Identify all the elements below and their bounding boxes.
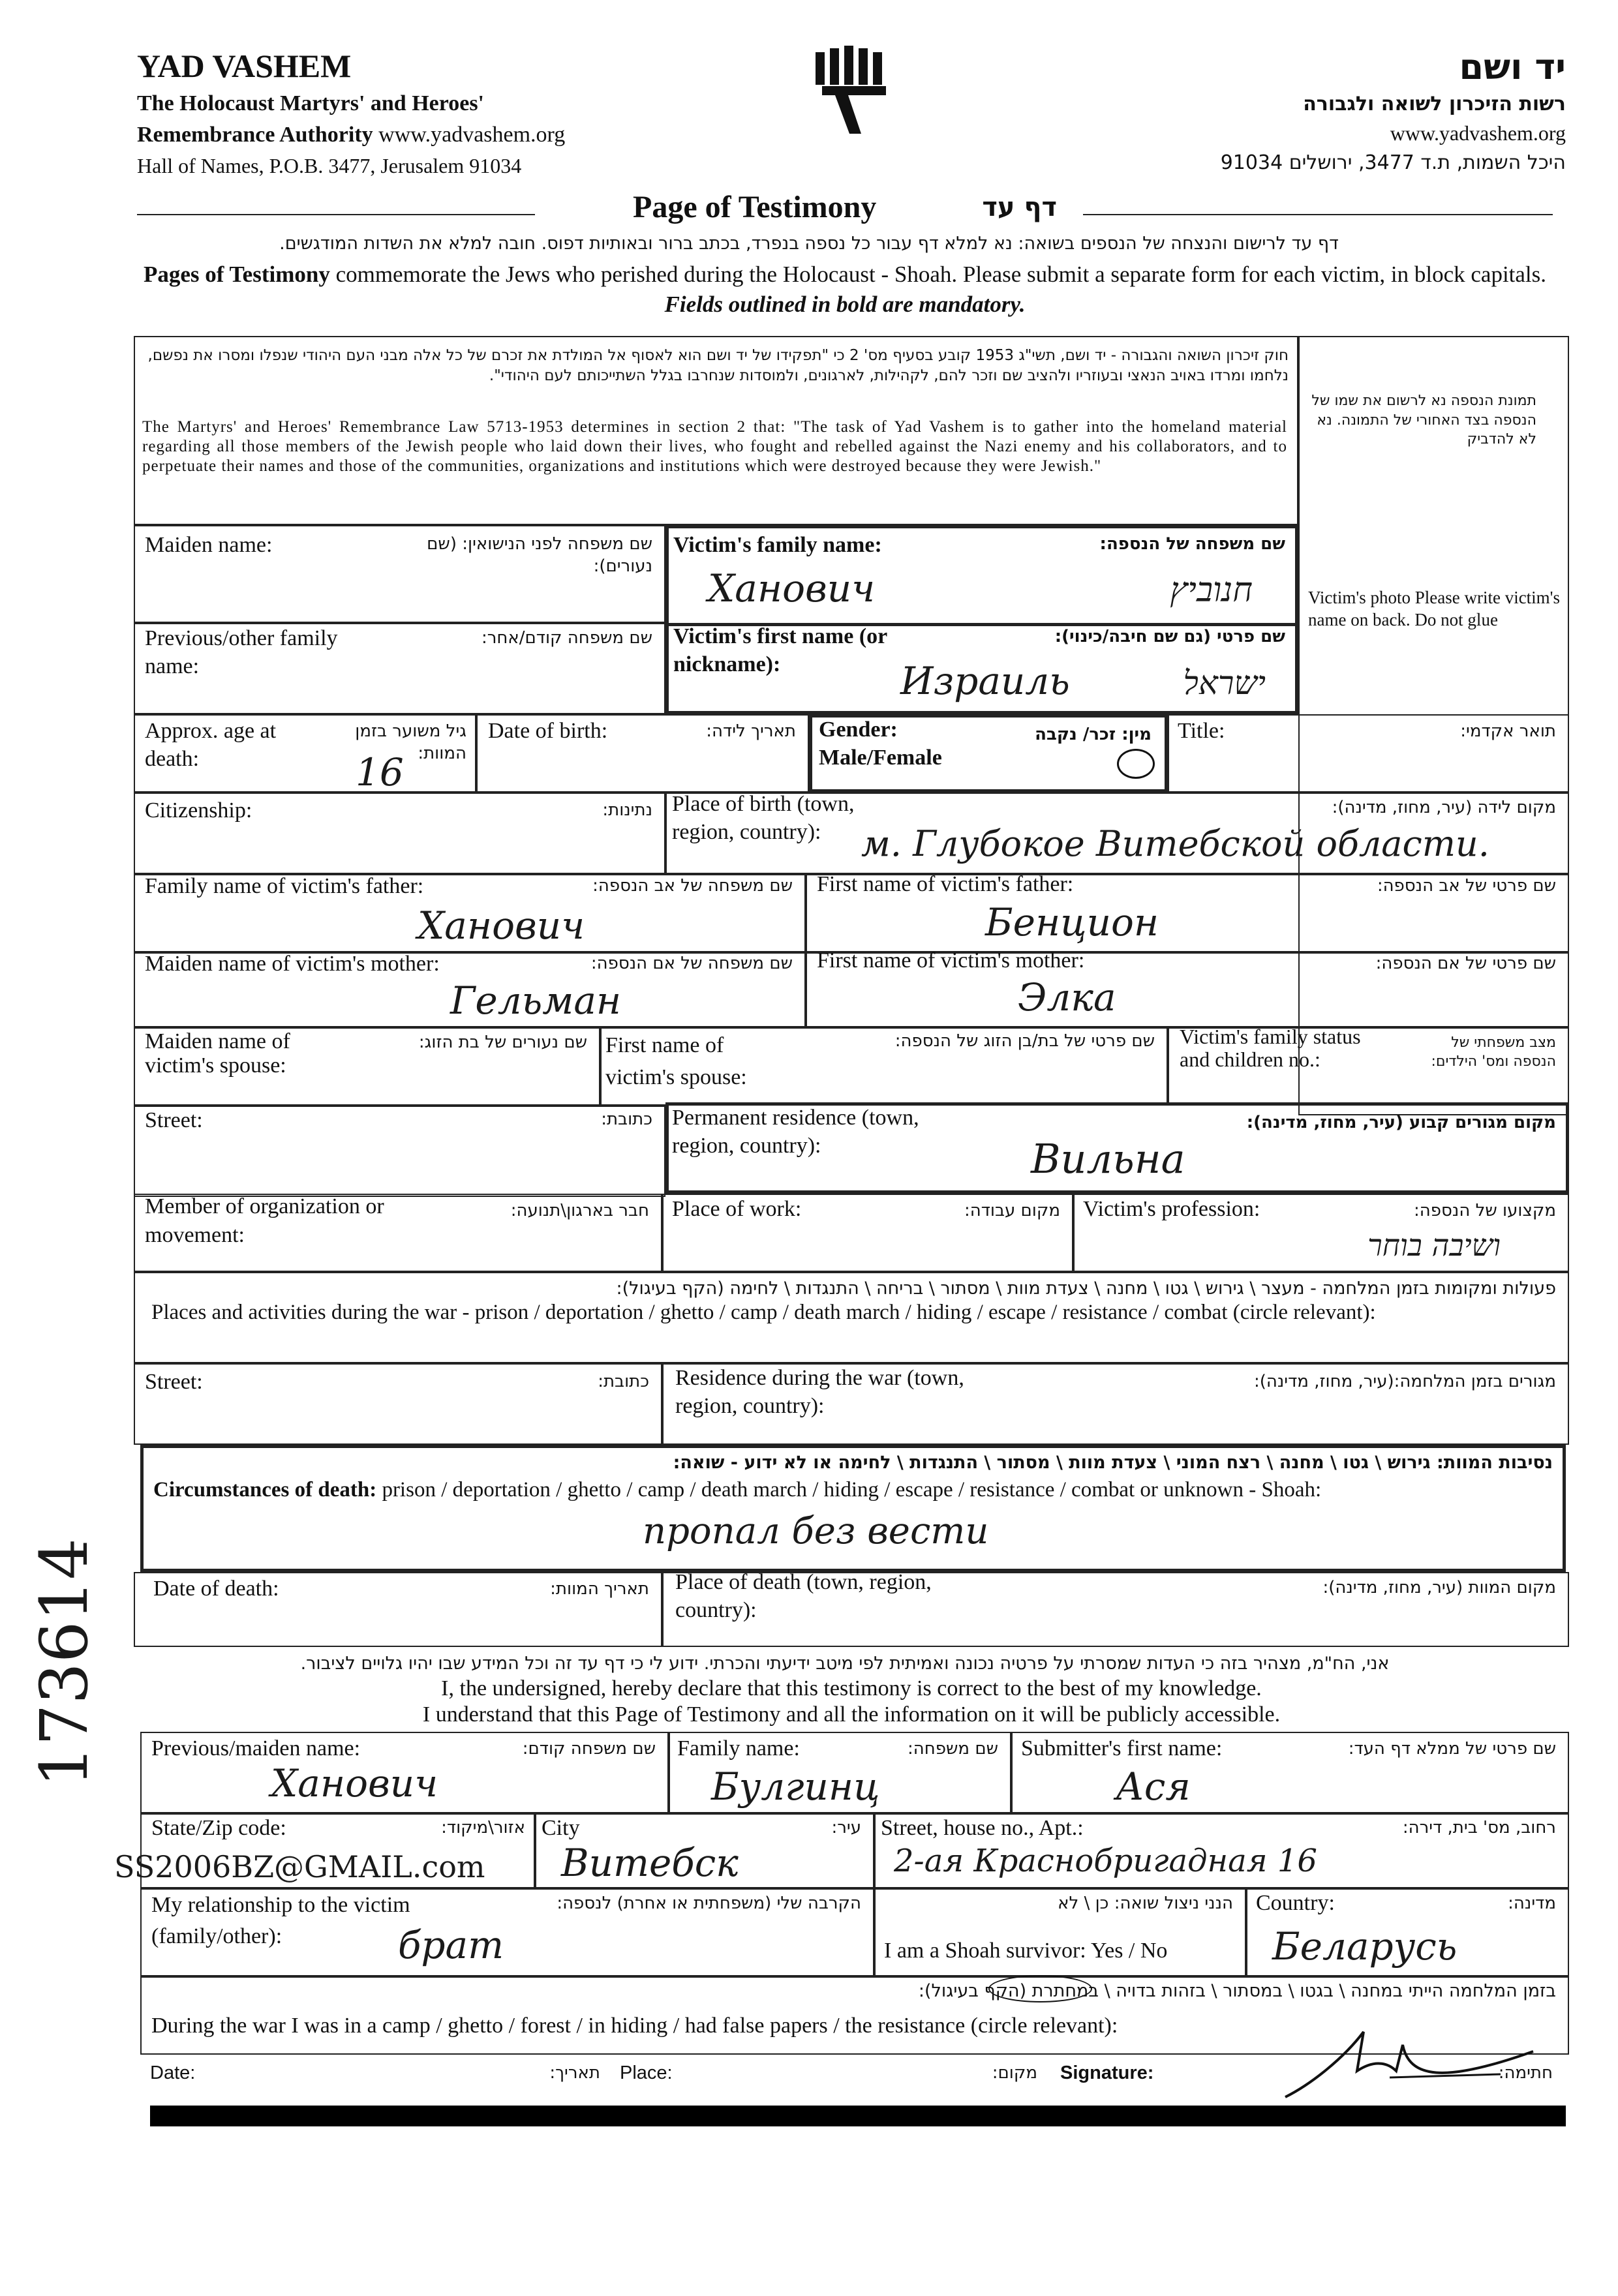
family-status-label-he: מצב משפחתי של הנספה ומס' הילדים: [1431, 1035, 1556, 1070]
mother-maiden-name-label: Maiden name of victim's mother: [145, 952, 440, 976]
declaration-he: אני, הח"מ, מצהיר בזה כי העדות שמסרתי על פרטיה נכונה ואמיתית לפי מיטב ידיעתי והכרתי. ידוע לי כי דף עד זה וכל המידע שבו יהיו גלויים לציבור. [300, 1654, 1390, 1674]
org-line3-bold: Remembrance Authority [137, 123, 373, 147]
place-of-work-label: Place of work: [672, 1197, 802, 1221]
intro-en-italic: Fields outlined in bold are mandatory. [664, 291, 1026, 317]
spouse-maiden-name-label-he: שם נעורים של בת הזוג: [418, 1033, 587, 1052]
submitter-first-name-label-he: שם פרטי של ממלא דף העד: [1348, 1739, 1556, 1759]
submitter-previous-name-value: Ханович [271, 1761, 438, 1805]
spouse-first-name-label-he: שם פרטי של בת/בן הזוג של הנספה: [894, 1031, 1155, 1051]
citizenship-label-he: נתינות: [602, 800, 652, 820]
mother-first-name-label: First name of victim's mother: [817, 948, 1085, 973]
submitter-city-value: Витебск [561, 1841, 739, 1885]
mother-maiden-name-label-he: שם משפחה של אם הנספה: [590, 954, 793, 973]
street-war-label-he: כתובת: [598, 1372, 649, 1391]
spouse-maiden-name-label: Maiden name of victim's spouse: [145, 1029, 290, 1078]
father-first-name-value: Бенцион [985, 900, 1159, 944]
spouse-first-name-label: First name of victim's spouse: [605, 1033, 747, 1090]
date-label: Date: [150, 2062, 196, 2083]
law-he: חוק זיכרון השואה והגבורה - יד ושם, תשי"ג 1953 קובע בסעיף מס' 2 כי "תפקידו של יד ושם הוא לאסוף אל המולדת את זכרם של כל אלה מבני העם היהודי שנפלו ומסרו את נפשם, נלחמו ומרדו באויב הנאצי ובעוזריו ולהציב שם וזכר להם, לקהילות, לארגונים, ולמוסדות שנחרבו בגלל השתייכותם לעם היהודי". [147, 347, 1289, 385]
father-first-name-label-he: שם פרטי של אב הנספה: [1377, 876, 1556, 896]
street-war-label: Street: [145, 1370, 203, 1394]
permanent-residence-value: Вильна [1031, 1135, 1185, 1183]
gender-label-he: מין: זכר/ נקבה [1035, 725, 1152, 744]
maiden-name-label-he: שם משפחה לפני הנישואין: (שם נעורים): [427, 534, 652, 576]
previous-family-name-label-he: שם משפחה קודם/אחר: [481, 628, 652, 648]
country-value: Беларусь [1272, 1924, 1458, 1969]
victim-family-name-value: Ханович [708, 566, 876, 611]
date-of-death-label-he: תאריך המוות: [550, 1579, 649, 1599]
submitter-previous-name-label-he: שם משפחה קודם: [522, 1739, 656, 1759]
maiden-name-label: Maiden name: [145, 533, 273, 557]
submitter-previous-name-label: Previous/maiden name: [151, 1736, 361, 1760]
org-name-he: יד ושם [1459, 46, 1566, 87]
submitter-family-name-label: Family name: [677, 1736, 800, 1760]
law-en: The Martyrs' and Heroes' Remembrance Law 5713-1953 determines in section 2 that: "The task of Yad Vashem is to gather into the homeland material regarding all those members of the Jewish people who laid down their lives, who fought and rebelled against the Nazi enemy and his collaborators, and to perpetuate their names and those of the communities, organizations and institutions which were destroyed because they were Jewish." [142, 418, 1287, 475]
org-line3-en [137, 121, 565, 149]
title-label: Title: [1178, 719, 1225, 743]
previous-family-name-label: Previous/other family name: [145, 626, 338, 678]
intro-en-text: commemorate the Jews who perished during the Holocaust - Shoah. Please submit a separate form for each victim, in block capitals. [335, 262, 1547, 287]
circumstances-label [153, 1477, 1556, 1503]
intro-he: דף עד לרישום והנצחה של הנספים בשואה: נא למלא דף עבור כל נספה בנפרד, בכתב ברור ובאותיות דפוס. חובה למלא את השדות המודגשים. [279, 234, 1339, 254]
survivor-label-he: הנני ניצול שואה: כן \ לא [1058, 1894, 1233, 1913]
intro-en [137, 260, 1553, 319]
date-of-death-label: Date of death: [153, 1577, 279, 1601]
permanent-residence-label: Permanent residence (town, region, country): [672, 1106, 919, 1158]
photo-instructions-he: תמונת הנספה נא לרשום את שמו של הנספה בצד האחורי של התמונה. נא לא להדביק [1311, 393, 1536, 448]
place-of-birth-label: Place of birth (town, region, country): [672, 792, 855, 844]
place-of-death-label: Place of death (town, region, country): [675, 1570, 932, 1622]
circumstances-value: пропал без вести [643, 1510, 989, 1552]
submitter-first-name-label: Submitter's first name: [1021, 1736, 1223, 1760]
org-address-he: היכל השמות, ת.ד 3477, ירושלים 91034 [1220, 151, 1566, 174]
profession-label: Victim's profession: [1083, 1197, 1260, 1221]
profession-label-he: מקצועו של הנספה: [1414, 1201, 1556, 1220]
victim-family-name-label: Victim's family name: [673, 533, 882, 557]
victim-first-name-value-he: ישראל [1183, 664, 1266, 702]
title-rule-right [1083, 214, 1553, 215]
relationship-label: My relationship to the victim (family/other): [151, 1893, 410, 1948]
street-label: Street: [145, 1108, 203, 1132]
org-line2-en: The Holocaust Martyrs' and Heroes' [137, 91, 484, 115]
org-web-he: www.yadvashem.org [1390, 121, 1566, 145]
place-of-work-label-he: מקום עבודה: [964, 1201, 1060, 1220]
father-first-name-label: First name of victim's father: [817, 872, 1074, 896]
org-web-en: www.yadvashem.org [378, 123, 566, 147]
father-family-name-label: Family name of victim's father: [145, 874, 424, 898]
signature-label: Signature: [1060, 2062, 1154, 2083]
submitter-street-label: Street, house no., Apt.: [881, 1816, 1084, 1840]
war-activities-label: Places and activities during the war - prison / deportation / ghetto / camp / death march / hiding / escape / resistance / combat (circle relevant): [151, 1301, 1376, 1324]
war-activities-label-he: פעולות ומקומות בזמן המלחמה - מעצר \ גירוש \ גטו \ מחנה \ צעדת מוות \ מסתור \ בריחה \ התנגדות \ לחימה (הקף בעיגול): [616, 1278, 1556, 1299]
photo-instructions-en: Victim's photo Please write victim's name on back. Do not glue [1308, 588, 1561, 629]
residence-war-label: Residence during the war (town, region, country): [675, 1366, 964, 1418]
submitter-city-label: City [542, 1816, 580, 1840]
submitter-zip-value: SS2006BZ@GMAIL.com [114, 1849, 485, 1884]
member-org-label-he: חבר בארגון\תנועה: [510, 1201, 649, 1220]
signature-scribble [1272, 2019, 1546, 2107]
title-label-he: תואר אקדמי: [1460, 721, 1556, 741]
org-line2-he: רשות הזיכרון לשואה ולגבורה [1303, 93, 1566, 115]
circumstances-label-text: prison / deportation / ghetto / camp / death march / hiding / escape / resistance / combat or unknown - Shoah: [382, 1478, 1322, 1502]
approx-age-value: 16 [356, 750, 404, 794]
approx-age-label: Approx. age at death: [145, 719, 277, 771]
intro-en-bold: Pages of Testimony [143, 262, 330, 287]
victim-first-name-label: Victim's first name (or nickname): [673, 624, 887, 676]
approx-age-label-he: גיל משוער בזמן המוות: [355, 721, 466, 763]
citizenship-label: Citizenship: [145, 798, 252, 823]
member-org-label: Member of organization or movement: [145, 1194, 384, 1248]
during-war-label: During the war I was in a camp / ghetto / forest / in hiding / had false papers / the resistance (circle relevant): [151, 2014, 1118, 2038]
relationship-value: брат [398, 1923, 504, 1967]
place-of-death-label-he: מקום המוות (עיר, מחוז, מדינה): [1322, 1578, 1556, 1597]
submitter-family-name-label-he: שם משפחה: [908, 1739, 998, 1759]
victim-family-name-value-he: חנוביץ [1170, 571, 1253, 610]
date-of-birth-label: Date of birth: [488, 719, 608, 743]
father-family-name-label-he: שם משפחה של אב הנספה: [592, 876, 793, 896]
declaration-en-line1: I, the undersigned, hereby declare that this testimony is correct to the best of my knowledge. [441, 1676, 1262, 1700]
during-war-circle [988, 1975, 1092, 2002]
submitter-street-label-he: רחוב, מס' בית, דירה: [1402, 1818, 1556, 1837]
bottom-bar [150, 2106, 1566, 2126]
street-label-he: כתובת: [601, 1110, 652, 1129]
mother-first-name-value: Элка [1018, 975, 1116, 1020]
victim-first-name-value: Израиль [900, 659, 1070, 703]
victim-first-name-label-he: שם פרטי (גם שם חיבה/כינוי): [1054, 627, 1285, 646]
place-of-birth-value: м. Глубокое Витебской области. [861, 823, 1489, 864]
victim-family-name-label-he: שם משפחה של הנספה: [1099, 534, 1285, 554]
yad-vashem-logo-icon [809, 46, 900, 137]
gender-male-circle [1117, 749, 1155, 779]
circumstances-label-he: נסיבות המוות: גירוש \ גטו \ מחנה \ רצח המוני \ צעדת מוות \ מסתור \ התנגדות \ לחימה או לא ידוע - שואה: [673, 1453, 1553, 1473]
page-title-he: דף עד [982, 192, 1057, 222]
profession-value: ושיבה בוחר [1367, 1228, 1501, 1263]
place-label: Place: [620, 2062, 673, 2083]
survivor-label: I am a Shoah survivor: Yes / No [884, 1939, 1168, 1963]
place-of-birth-label-he: מקום לידה (עיר, מחוז, מדינה): [1332, 798, 1556, 817]
mother-first-name-label-he: שם פרטי של אם הנספה: [1375, 954, 1556, 973]
circumstances-label-bold: Circumstances of death: [153, 1478, 377, 1502]
submitter-street-value: 2-ая Краснобригадная 16 [894, 1843, 1317, 1879]
residence-war-label-he: מגורים בזמן המלחמה:(עיר, מחוז, מדינה): [1254, 1372, 1556, 1391]
declaration-en-line2: I understand that this Page of Testimony and all the information on it will be publicly accessible. [422, 1702, 1281, 1727]
submitter-zip-label-he: אזור\מיקוד: [441, 1818, 525, 1837]
father-family-name-value: Ханович [418, 903, 585, 948]
org-address-en: Hall of Names, P.O.B. 3477, Jerusalem 91034 [137, 154, 522, 177]
during-war-label-he: בזמן המלחמה הייתי במחנה \ בגטו \ במסתור \ בזהות בדויה \ במחתרת (הקף בעיגול): [918, 1981, 1556, 2001]
country-label-he: מדינה: [1508, 1894, 1556, 1913]
org-name-en: YAD VASHEM [137, 48, 352, 84]
title-rule-left [137, 214, 535, 215]
side-number: 173614 [26, 1538, 102, 1787]
country-label: Country: [1256, 1891, 1335, 1915]
mother-maiden-name-value: Гельман [450, 978, 622, 1023]
submitter-family-name-value: Булгинц [711, 1764, 880, 1809]
submitter-first-name-value: Ася [1116, 1764, 1191, 1809]
page-title-en: Page of Testimony [633, 190, 877, 224]
date-label-he: תאריך: [549, 2063, 600, 2083]
date-of-birth-label-he: תאריך לידה: [706, 721, 796, 741]
submitter-city-label-he: עיר: [831, 1818, 861, 1837]
permanent-residence-label-he: מקום מגורים קבוע (עיר, מחוז, מדינה): [1246, 1113, 1556, 1132]
signature-label-he: חתימה: [1498, 2063, 1553, 2083]
family-status-label: Victim's family status and children no.: [1180, 1025, 1361, 1072]
place-label-he: מקום: [992, 2063, 1037, 2083]
gender-label: Gender: Male/Female [819, 718, 942, 770]
relationship-label-he: הקרבה שלי (משפחתית או אחרת) לנספה: [557, 1894, 861, 1913]
submitter-zip-label: State/Zip code: [151, 1816, 286, 1840]
